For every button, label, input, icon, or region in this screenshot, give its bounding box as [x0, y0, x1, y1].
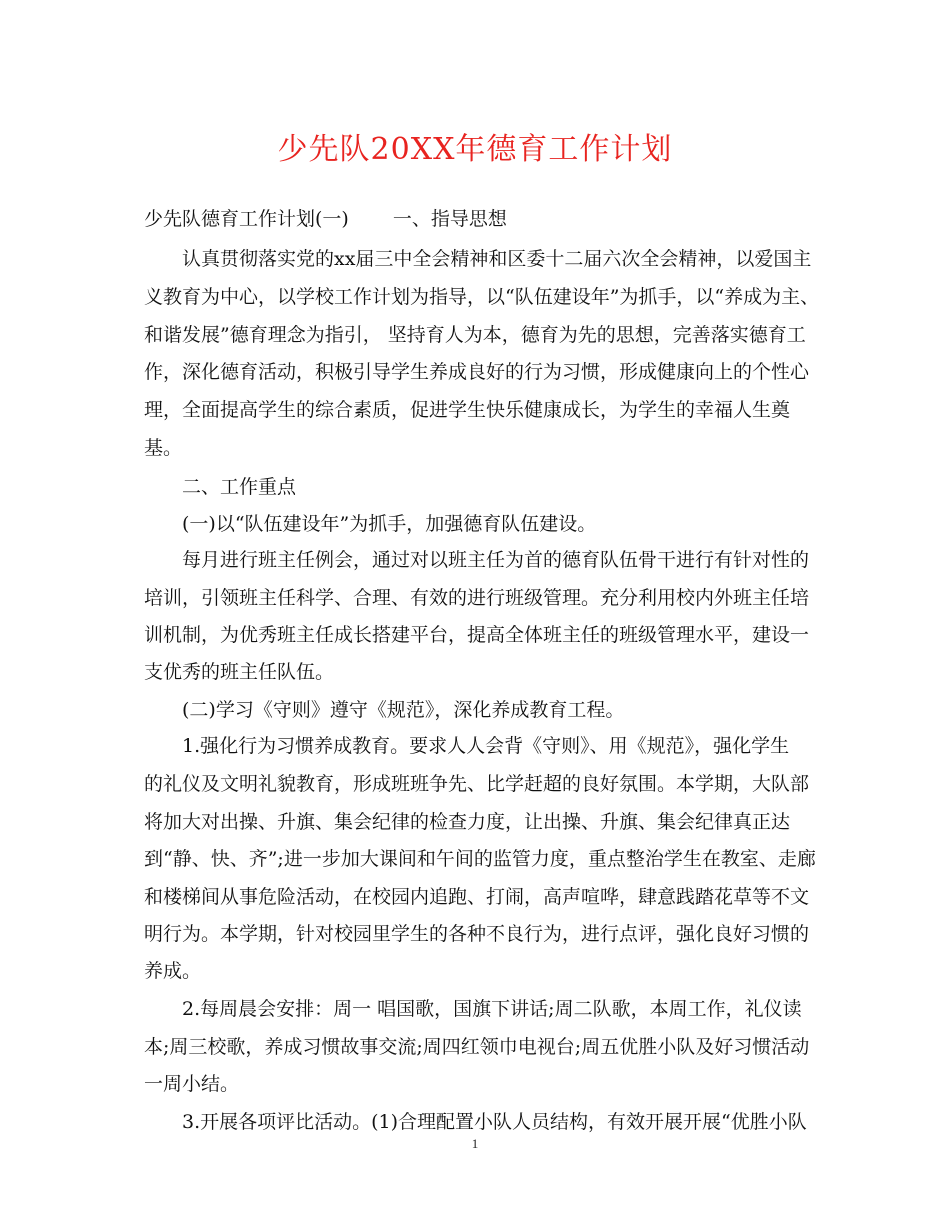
body-line: (二)学习《守则》遵守《规范》，深化养成教育工程。 [144, 699, 625, 721]
body-line: 二、工作重点 [144, 476, 297, 498]
body-line: 到“静、快、齐”;进一步加大课间和午间的监管力度，重点整治学生在教室、走廊 [144, 848, 816, 870]
body-line: 和楼梯间从事危险活动，在校园内追跑、打闹，高声喧哗，肆意践踏花草等不文 [144, 886, 810, 908]
body-line: 每月进行班主任例会，通过对以班主任为首的德育队伍骨干进行有针对性的 [144, 549, 810, 571]
body-line: 认真贯彻落实党的xx届三中全会精神和区委十二届六次全会精神，以爱国主 [144, 248, 812, 270]
body-line: 一周小结。 [144, 1073, 240, 1095]
body-line: 1.强化行为习惯养成教育。要求人人会背《守则》、用《规范》，强化学生 [144, 735, 790, 757]
body-line: 义教育为中心，以学校工作计划为指导，以“队伍建设年”为抓手，以“养成为主、 [144, 286, 820, 308]
body-line: 养成。 [144, 960, 202, 982]
page-number: 1 [471, 1136, 479, 1151]
body-line: 和谐发展”德育理念为指引， 坚持育人为本，德育为先的思想，完善落实德育工 [144, 324, 806, 346]
body-line: 培训，引领班主任科学、合理、有效的进行班级管理。充分利用校内外班主任培 [144, 587, 810, 609]
body-line: 少先队德育工作计划(一) 一、指导思想 [144, 208, 507, 230]
body-line: 支优秀的班主任队伍。 [144, 661, 335, 683]
body-line: 的礼仪及文明礼貌教育，形成班班争先、比学赶超的良好氛围。本学期，大队部 [144, 773, 810, 795]
body-line: 理，全面提高学生的综合素质，促进学生快乐健康成长，为学生的幸福人生奠 [144, 399, 791, 421]
body-line: 基。 [144, 437, 183, 459]
body-line: 2.每周晨会安排：周一 唱国歌，国旗下讲话;周二队歌，本周工作，礼仪读 [144, 998, 802, 1020]
body-line: 明行为。本学期，针对校园里学生的各种不良行为，进行点评，强化良好习惯的 [144, 923, 810, 945]
body-line: 本;周三校歌，养成习惯故事交流;周四红领巾电视台;周五优胜小队及好习惯活动 [144, 1036, 810, 1058]
body-line: 3.开展各项评比活动。(1)合理配置小队人员结构，有效开展开展“优胜小队 [144, 1111, 807, 1133]
document-title: 少先队20XX年德育工作计划 [277, 132, 673, 167]
body-line: 训机制，为优秀班主任成长搭建平台，提高全体班主任的班级管理水平，建设一 [144, 624, 810, 646]
body-line: 将加大对出操、升旗、集会纪律的检查力度，让出操、升旗、集会纪律真正达 [144, 811, 791, 833]
body-line: 作，深化德育活动，积极引导学生养成良好的行为习惯，形成健康向上的个性心 [144, 361, 810, 383]
body-line: (一)以“队伍建设年”为抓手，加强德育队伍建设。 [144, 513, 597, 535]
